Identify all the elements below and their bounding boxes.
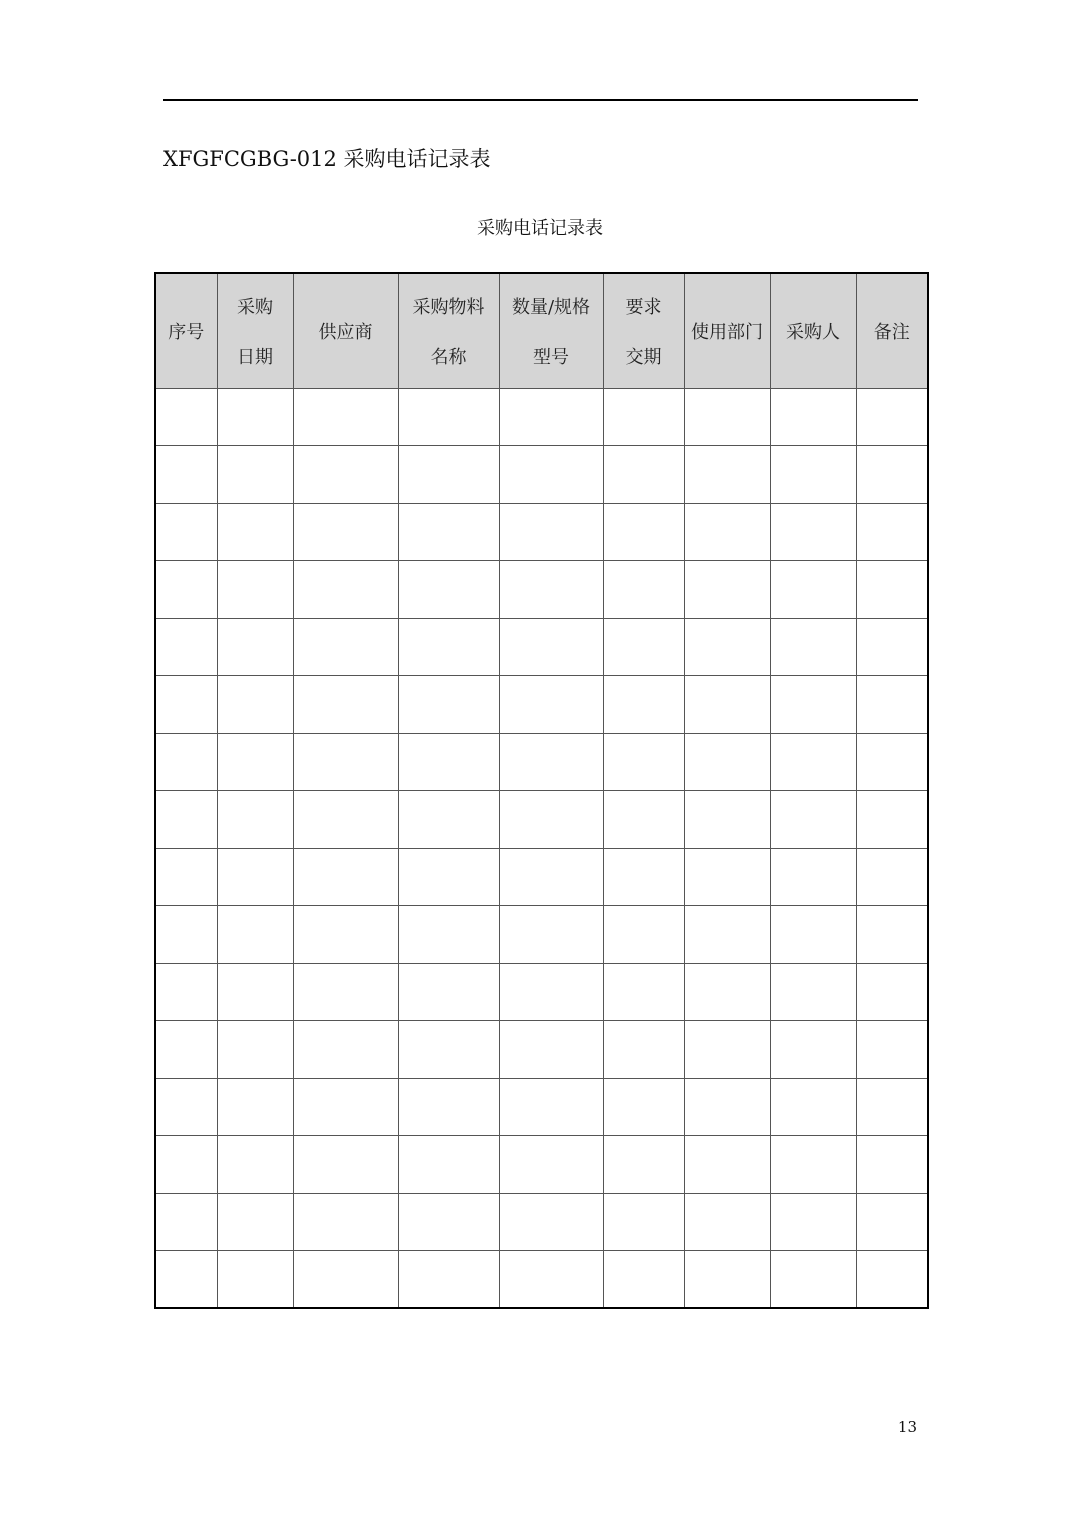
- table-row: [155, 791, 928, 849]
- table-cell[interactable]: [856, 1136, 928, 1194]
- header-remarks: 备注: [856, 273, 928, 388]
- table-cell[interactable]: [155, 791, 217, 849]
- page-number: 13: [897, 1418, 917, 1436]
- table-cell[interactable]: [770, 963, 856, 1021]
- table-cell[interactable]: [155, 733, 217, 791]
- table-cell[interactable]: [856, 1251, 928, 1309]
- table-row: [155, 1251, 928, 1309]
- table-cell[interactable]: [856, 676, 928, 734]
- table-cell[interactable]: [603, 618, 684, 676]
- table-cell[interactable]: [398, 503, 499, 561]
- table-cell[interactable]: [603, 848, 684, 906]
- table-cell[interactable]: [856, 1193, 928, 1251]
- document-heading: XFGFCGBG-012 采购电话记录表: [163, 147, 491, 171]
- table-cell[interactable]: [684, 733, 770, 791]
- table-cell[interactable]: [398, 848, 499, 906]
- table-cell[interactable]: [293, 1193, 398, 1251]
- table-cell[interactable]: [856, 848, 928, 906]
- table-cell[interactable]: [856, 503, 928, 561]
- table-cell[interactable]: [293, 446, 398, 504]
- table-cell[interactable]: [398, 1136, 499, 1194]
- table-cell[interactable]: [217, 1251, 293, 1309]
- table-cell[interactable]: [603, 676, 684, 734]
- table-cell[interactable]: [770, 733, 856, 791]
- header-rule: [163, 99, 918, 101]
- table-cell[interactable]: [856, 1021, 928, 1079]
- table-cell[interactable]: [499, 791, 603, 849]
- table-cell[interactable]: [155, 906, 217, 964]
- table-cell[interactable]: [684, 561, 770, 619]
- table-cell[interactable]: [603, 906, 684, 964]
- table-cell[interactable]: [499, 676, 603, 734]
- table-cell[interactable]: [398, 676, 499, 734]
- table-cell[interactable]: [684, 446, 770, 504]
- table-cell[interactable]: [770, 1136, 856, 1194]
- table-cell[interactable]: [398, 906, 499, 964]
- table-cell[interactable]: [155, 676, 217, 734]
- table-row: [155, 1136, 928, 1194]
- table-cell[interactable]: [770, 791, 856, 849]
- table-cell[interactable]: [398, 1078, 499, 1136]
- table-cell[interactable]: [856, 963, 928, 1021]
- table-cell[interactable]: [155, 1078, 217, 1136]
- table-cell[interactable]: [684, 1251, 770, 1309]
- table-cell[interactable]: [770, 676, 856, 734]
- header-serial-number: 序号: [155, 273, 217, 388]
- table-cell[interactable]: [293, 1021, 398, 1079]
- table-cell[interactable]: [770, 1078, 856, 1136]
- table-row: [155, 618, 928, 676]
- table-cell[interactable]: [770, 388, 856, 446]
- header-supplier: 供应商: [293, 273, 398, 388]
- table-cell[interactable]: [856, 733, 928, 791]
- table-cell[interactable]: [684, 1136, 770, 1194]
- table-cell[interactable]: [293, 733, 398, 791]
- header-material-name: 采购物料 名称: [398, 273, 499, 388]
- table-cell[interactable]: [398, 1193, 499, 1251]
- table-cell[interactable]: [217, 1136, 293, 1194]
- table-cell[interactable]: [155, 963, 217, 1021]
- table-cell[interactable]: [856, 906, 928, 964]
- table-cell[interactable]: [293, 1251, 398, 1309]
- table-row: [155, 561, 928, 619]
- table-cell[interactable]: [603, 1021, 684, 1079]
- table-cell[interactable]: [217, 446, 293, 504]
- table-cell[interactable]: [398, 791, 499, 849]
- table-cell[interactable]: [293, 791, 398, 849]
- table-cell[interactable]: [217, 676, 293, 734]
- table-cell[interactable]: [603, 503, 684, 561]
- table-cell[interactable]: [293, 906, 398, 964]
- table-cell[interactable]: [770, 906, 856, 964]
- header-using-department: 使用部门: [684, 273, 770, 388]
- table-row: [155, 1078, 928, 1136]
- table-cell[interactable]: [603, 791, 684, 849]
- table-cell[interactable]: [770, 446, 856, 504]
- table-cell[interactable]: [155, 446, 217, 504]
- table-cell[interactable]: [856, 446, 928, 504]
- table-cell[interactable]: [499, 733, 603, 791]
- table-cell[interactable]: [856, 561, 928, 619]
- table-cell[interactable]: [217, 1193, 293, 1251]
- table-cell[interactable]: [603, 1078, 684, 1136]
- table-cell[interactable]: [217, 618, 293, 676]
- table-cell[interactable]: [770, 618, 856, 676]
- table-cell[interactable]: [684, 906, 770, 964]
- table-cell[interactable]: [398, 446, 499, 504]
- table-cell[interactable]: [684, 1193, 770, 1251]
- header-quantity-spec: 数量/规格 型号: [499, 273, 603, 388]
- table-cell[interactable]: [217, 791, 293, 849]
- table-cell[interactable]: [217, 1021, 293, 1079]
- table-header-row: [155, 273, 928, 388]
- table-cell[interactable]: [603, 388, 684, 446]
- table-cell[interactable]: [499, 503, 603, 561]
- table-cell[interactable]: [603, 963, 684, 1021]
- table-cell[interactable]: [684, 1078, 770, 1136]
- table-cell[interactable]: [684, 791, 770, 849]
- table-row: [155, 1193, 928, 1251]
- table-cell[interactable]: [217, 561, 293, 619]
- table-cell[interactable]: [217, 733, 293, 791]
- table-cell[interactable]: [293, 388, 398, 446]
- table-cell[interactable]: [603, 1136, 684, 1194]
- table-cell[interactable]: [155, 618, 217, 676]
- table-row: [155, 676, 928, 734]
- table-cell[interactable]: [293, 618, 398, 676]
- table-cell[interactable]: [398, 1021, 499, 1079]
- table-cell[interactable]: [499, 1251, 603, 1309]
- table-cell[interactable]: [217, 963, 293, 1021]
- table-cell[interactable]: [293, 963, 398, 1021]
- table-cell[interactable]: [684, 848, 770, 906]
- table-cell[interactable]: [217, 388, 293, 446]
- table-cell[interactable]: [499, 848, 603, 906]
- table-cell[interactable]: [293, 561, 398, 619]
- table-cell[interactable]: [770, 561, 856, 619]
- table-cell[interactable]: [398, 561, 499, 619]
- table-cell[interactable]: [499, 906, 603, 964]
- header-required-delivery: 要求 交期: [603, 273, 684, 388]
- table-cell[interactable]: [684, 388, 770, 446]
- table-cell[interactable]: [856, 618, 928, 676]
- table-cell[interactable]: [293, 1078, 398, 1136]
- header-purchaser: 采购人: [770, 273, 856, 388]
- table-cell[interactable]: [856, 791, 928, 849]
- table-cell[interactable]: [155, 1251, 217, 1309]
- table-cell[interactable]: [684, 618, 770, 676]
- table-cell[interactable]: [398, 1251, 499, 1309]
- table-cell[interactable]: [684, 963, 770, 1021]
- form-title: 采购电话记录表: [477, 218, 603, 239]
- table-cell[interactable]: [398, 618, 499, 676]
- table-cell[interactable]: [155, 503, 217, 561]
- purchase-call-record-table: [154, 272, 929, 1309]
- table-cell[interactable]: [499, 388, 603, 446]
- table-cell[interactable]: [856, 388, 928, 446]
- table-row: [155, 906, 928, 964]
- table-cell[interactable]: [155, 388, 217, 446]
- table-cell[interactable]: [603, 733, 684, 791]
- table-cell[interactable]: [155, 848, 217, 906]
- table-row: [155, 388, 928, 446]
- table-cell[interactable]: [770, 848, 856, 906]
- header-purchase-date: 采购 日期: [217, 273, 293, 388]
- table-cell[interactable]: [684, 1021, 770, 1079]
- table-row: [155, 963, 928, 1021]
- table-cell[interactable]: [770, 503, 856, 561]
- table-cell[interactable]: [770, 1193, 856, 1251]
- table-cell[interactable]: [499, 1078, 603, 1136]
- table-row: [155, 446, 928, 504]
- table-cell[interactable]: [684, 676, 770, 734]
- table-cell[interactable]: [499, 1136, 603, 1194]
- table-cell[interactable]: [499, 618, 603, 676]
- table-cell[interactable]: [603, 446, 684, 504]
- table-cell[interactable]: [155, 1136, 217, 1194]
- table-cell[interactable]: [499, 1021, 603, 1079]
- table-cell[interactable]: [293, 676, 398, 734]
- table-cell[interactable]: [499, 963, 603, 1021]
- table-cell[interactable]: [217, 503, 293, 561]
- table-row: [155, 503, 928, 561]
- table-cell[interactable]: [603, 561, 684, 619]
- table-cell[interactable]: [603, 1251, 684, 1309]
- table-cell[interactable]: [155, 561, 217, 619]
- table-cell[interactable]: [217, 848, 293, 906]
- table-body: [155, 388, 928, 1308]
- table-cell[interactable]: [856, 1078, 928, 1136]
- table-cell[interactable]: [217, 1078, 293, 1136]
- table-cell[interactable]: [155, 1193, 217, 1251]
- table-cell[interactable]: [398, 733, 499, 791]
- table-cell[interactable]: [293, 503, 398, 561]
- table-cell[interactable]: [398, 388, 499, 446]
- table-row: [155, 733, 928, 791]
- table-cell[interactable]: [603, 1193, 684, 1251]
- table-cell[interactable]: [770, 1021, 856, 1079]
- table-cell[interactable]: [293, 1136, 398, 1194]
- table-cell[interactable]: [217, 906, 293, 964]
- table-cell[interactable]: [155, 1021, 217, 1079]
- table-cell[interactable]: [499, 1193, 603, 1251]
- table-cell[interactable]: [499, 446, 603, 504]
- table-cell[interactable]: [770, 1251, 856, 1309]
- table-cell[interactable]: [499, 561, 603, 619]
- table-cell[interactable]: [684, 503, 770, 561]
- table-row: [155, 1021, 928, 1079]
- table-cell[interactable]: [293, 848, 398, 906]
- table-row: [155, 848, 928, 906]
- table-cell[interactable]: [398, 963, 499, 1021]
